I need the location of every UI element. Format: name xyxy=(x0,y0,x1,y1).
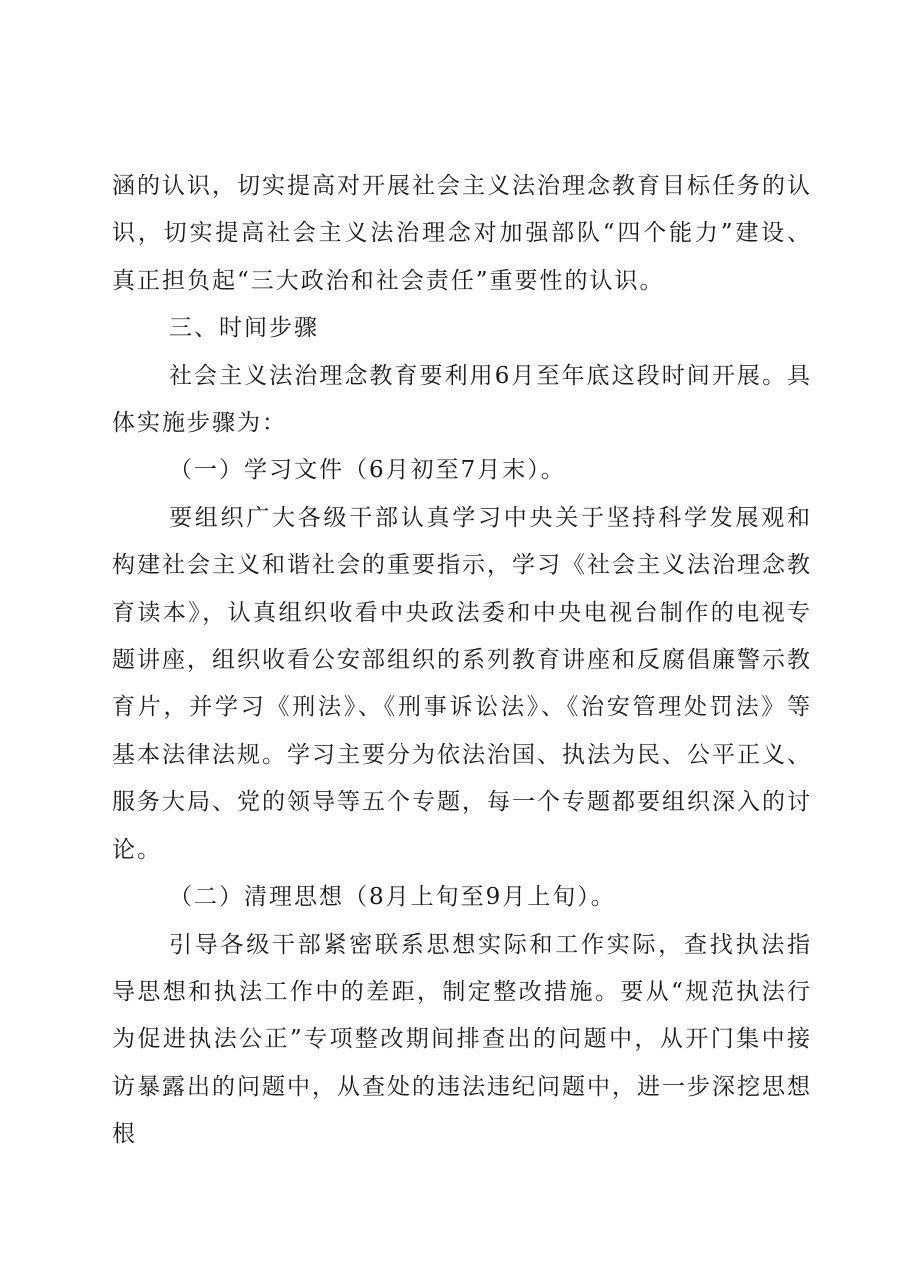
section-heading-time-steps: 三、时间步骤 xyxy=(169,315,319,342)
document-body xyxy=(112,163,812,1159)
paragraph-continuation: 涵的认识，切实提高对开展社会主义法治理念教育目标任务的认识，切实提高社会主义法治理念对加强部队“四个能力”建设、真正担负起“三大政治和社会责任”重要性的认识。 xyxy=(112,173,812,294)
paragraph-study-details: 要组织广大各级干部认真学习中央关于坚持科学发展观和构建社会主义和谐社会的重要指示，学习《社会主义法治理念教育读本》，认真组织收看中央政法委和中央电视台制作的电视专题讲座，组织收看公安部组织的系列教育讲座和反腐倡廉警示教育片，并学习《刑法》、《刑事诉讼法》、《治安管理处罚法》等基本法律法规。学习主要分为依法治国、执法为民、公平正义、服务大局、党的领导等五个专题，每一个专题都要组织深入的讨论。 xyxy=(112,504,812,863)
subheading-study-documents: （一）学习文件（6月初至7月末）。 xyxy=(169,457,566,484)
subheading-clear-thinking: （二）清理思想（8月上旬至9月上旬）。 xyxy=(169,884,616,911)
paragraph-schedule-intro: 社会主义法治理念教育要利用6月至年底这段时间开展。具体实施步骤为： xyxy=(112,362,812,437)
paragraph-clear-thinking-details: 引导各级干部紧密联系思想实际和工作实际，查找执法指导思想和执法工作中的差距，制定整改措施。要从“规范执法行为促进执法公正”专项整改期间排查出的问题中，从开门集中接访暴露出的问题中，从查处的违法违纪问题中，进一步深挖思想根 xyxy=(112,931,812,1148)
